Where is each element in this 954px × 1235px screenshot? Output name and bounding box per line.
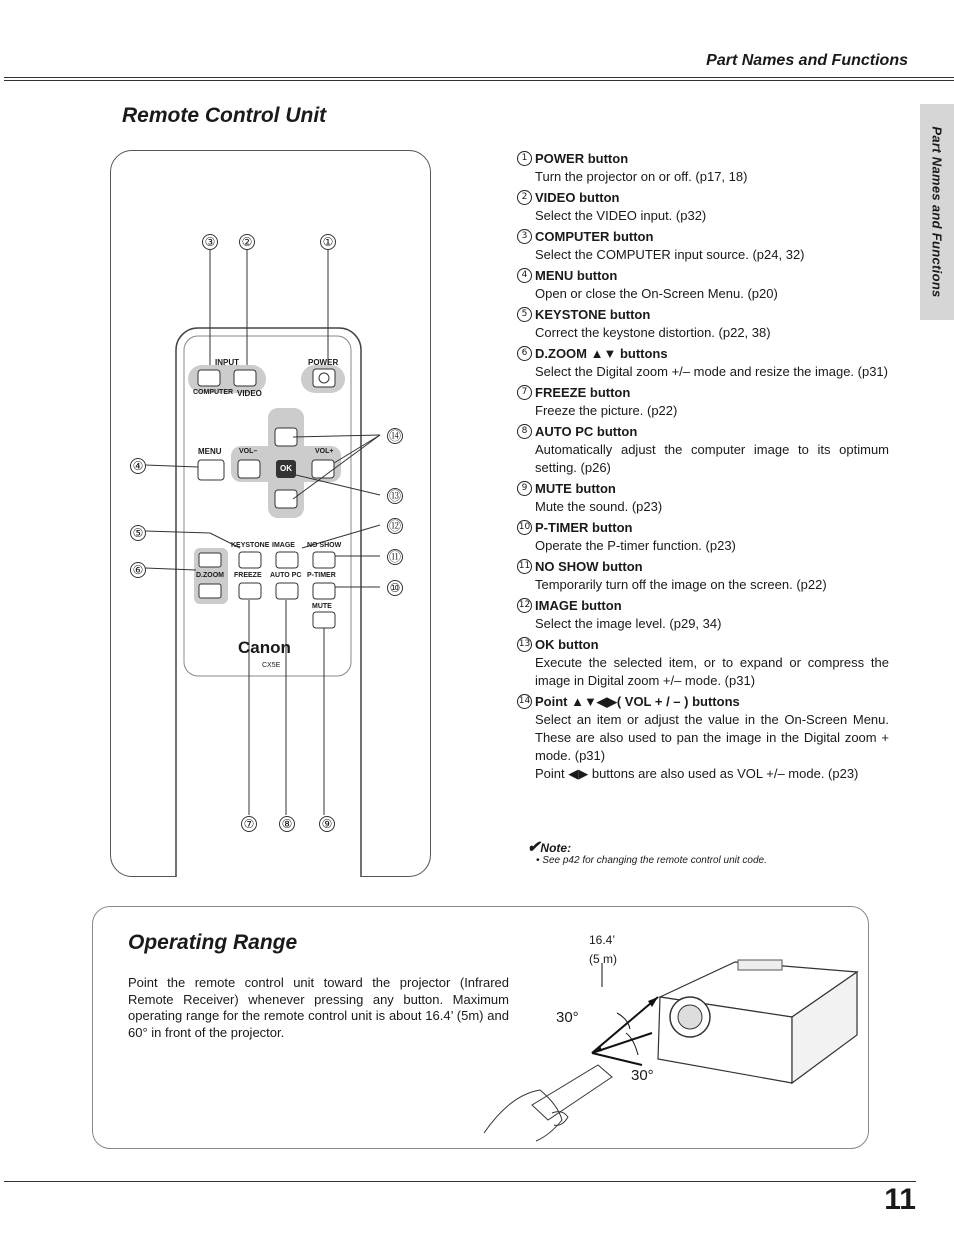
item-desc: Execute the selected item, or to expand or compress the image in Digital zoom +/– mode. (p31)	[535, 655, 889, 688]
note-label-text: Note:	[540, 841, 572, 855]
brand-logo: Canon	[238, 638, 291, 657]
item-title: AUTO PC button	[535, 424, 638, 439]
item-desc: Temporarily turn off the image on the screen. (p22)	[535, 577, 827, 592]
item-number: 14	[517, 694, 532, 709]
side-tab	[920, 104, 954, 320]
item-number: 7	[517, 385, 532, 400]
range-distance-m: (5 m)	[589, 952, 617, 966]
item-number: 2	[517, 190, 532, 205]
callout-4: ④	[130, 458, 146, 474]
item-title: D.ZOOM ▲▼ buttons	[535, 346, 668, 361]
range-distance-ft: 16.4’	[589, 933, 616, 947]
item-desc: Select the VIDEO input. (p32)	[535, 208, 707, 223]
item-number: 5	[517, 307, 532, 322]
list-item	[517, 693, 889, 783]
item-number: 9	[517, 481, 532, 496]
callout-8: ⑧	[279, 816, 295, 832]
checkmark-icon: ✔	[527, 839, 541, 856]
model-label: CX5E	[262, 662, 281, 669]
d-zoom-label: D.ZOOM	[196, 572, 224, 579]
p-timer-label: P-TIMER	[307, 572, 336, 579]
list-item	[517, 150, 889, 186]
item-title: IMAGE button	[535, 598, 622, 613]
side-tab-label: Part Names and Functions	[929, 126, 945, 298]
item-number: 11	[517, 559, 532, 574]
item-title: COMPUTER button	[535, 229, 654, 244]
item-number: 13	[517, 637, 532, 652]
page-number: 11	[884, 1183, 916, 1216]
item-title: POWER button	[535, 151, 629, 166]
item-desc: Open or close the On-Screen Menu. (p20)	[535, 286, 778, 301]
item-desc: Select the Digital zoom +/– mode and resize the image. (p31)	[535, 364, 888, 379]
item-title: KEYSTONE button	[535, 307, 651, 322]
item-number: 10	[517, 520, 532, 535]
item-desc-extra: Point ◀▶ buttons are also used as VOL +/– mode. (p23)	[535, 766, 859, 781]
menu-label: MENU	[198, 447, 222, 456]
item-title: P-TIMER button	[535, 520, 633, 535]
operating-range-title: Operating Range	[128, 931, 298, 954]
list-item	[517, 267, 889, 303]
operating-range-illustration	[480, 955, 860, 1145]
callout-12: ⑫	[388, 519, 401, 533]
item-desc: Select the image level. (p29, 34)	[535, 616, 722, 631]
list-item	[517, 558, 889, 594]
list-item	[517, 228, 889, 264]
item-number: 8	[517, 424, 532, 439]
item-desc: Operate the P-timer function. (p23)	[535, 538, 736, 553]
header-rule	[4, 77, 954, 78]
keystone-label: KEYSTONE	[231, 542, 270, 549]
no-show-label: NO SHOW	[307, 542, 342, 549]
callout-2: ②	[239, 234, 255, 250]
power-label: POWER	[308, 358, 339, 367]
header-title: Part Names and Functions	[706, 52, 908, 69]
callout-7: ⑦	[241, 816, 257, 832]
callout-10: ⑩	[387, 580, 403, 596]
image-label: IMAGE	[272, 542, 295, 549]
item-title: MUTE button	[535, 481, 616, 496]
list-item	[517, 345, 889, 381]
list-item	[517, 306, 889, 342]
list-item	[517, 189, 889, 225]
item-title: Point ▲▼◀▶( VOL + / – ) buttons	[535, 694, 740, 709]
list-item	[517, 480, 889, 516]
ok-label: OK	[280, 464, 292, 473]
callout-11: ⑪	[388, 550, 401, 564]
item-desc: Mute the sound. (p23)	[535, 499, 663, 514]
item-title: NO SHOW button	[535, 559, 643, 574]
hand-with-remote-icon	[484, 1065, 612, 1141]
angle-top: 30°	[556, 1009, 579, 1026]
callout-14: ⑭	[388, 429, 401, 443]
list-item	[517, 423, 889, 477]
item-title: FREEZE button	[535, 385, 631, 400]
freeze-label: FREEZE	[234, 572, 262, 579]
footer-rule	[4, 1181, 916, 1182]
note-label	[527, 837, 571, 857]
list-item	[517, 636, 889, 690]
callout-1: ①	[320, 234, 336, 250]
callout-3: ③	[202, 234, 218, 250]
item-number: 6	[517, 346, 532, 361]
callout-5: ⑤	[130, 525, 146, 541]
header-rule-double	[4, 80, 954, 81]
callout-13: ⑬	[388, 489, 401, 503]
note-text: • See p42 for changing the remote control unit code.	[536, 855, 767, 866]
callout-9: ⑨	[319, 816, 335, 832]
list-item	[517, 519, 889, 555]
item-desc: Select an item or adjust the value in the On-Screen Menu. These are also used to pan the image in the Digital zoom + mode. (p31)	[535, 712, 889, 763]
computer-label: COMPUTER	[193, 389, 234, 396]
item-desc: Select the COMPUTER input source. (p24, 32)	[535, 247, 805, 262]
vol-plus-label: VOL+	[315, 448, 334, 455]
callout-6: ⑥	[130, 562, 146, 578]
item-number: 1	[517, 151, 532, 166]
input-label: INPUT	[215, 358, 239, 367]
item-desc: Automatically adjust the computer image to its optimum setting. (p26)	[535, 442, 889, 475]
item-desc: Turn the projector on or off. (p17, 18)	[535, 169, 748, 184]
video-label: VIDEO	[237, 389, 262, 398]
remote-illustration	[110, 150, 431, 877]
operating-range-text: Point the remote control unit toward the projector (Infrared Remote Receiver) whenever pressing any button. Maximum operating range for the remote control unit is about 16.4’ (5m) and 60° in front of the projector.	[128, 975, 509, 1040]
item-title: OK button	[535, 637, 599, 652]
list-item	[517, 597, 889, 633]
item-number: 3	[517, 229, 532, 244]
angle-bottom: 30°	[631, 1067, 654, 1084]
button-list	[517, 150, 889, 786]
auto-pc-label: AUTO PC	[270, 572, 302, 579]
item-title: MENU button	[535, 268, 618, 283]
item-number: 12	[517, 598, 532, 613]
remote-section-title: Remote Control Unit	[122, 104, 327, 127]
item-number: 4	[517, 268, 532, 283]
projector-icon	[658, 960, 857, 1083]
mute-label: MUTE	[312, 603, 332, 610]
list-item	[517, 384, 889, 420]
item-desc: Freeze the picture. (p22)	[535, 403, 678, 418]
vol-minus-label: VOL–	[239, 448, 258, 455]
item-desc: Correct the keystone distortion. (p22, 38)	[535, 325, 771, 340]
item-title: VIDEO button	[535, 190, 620, 205]
